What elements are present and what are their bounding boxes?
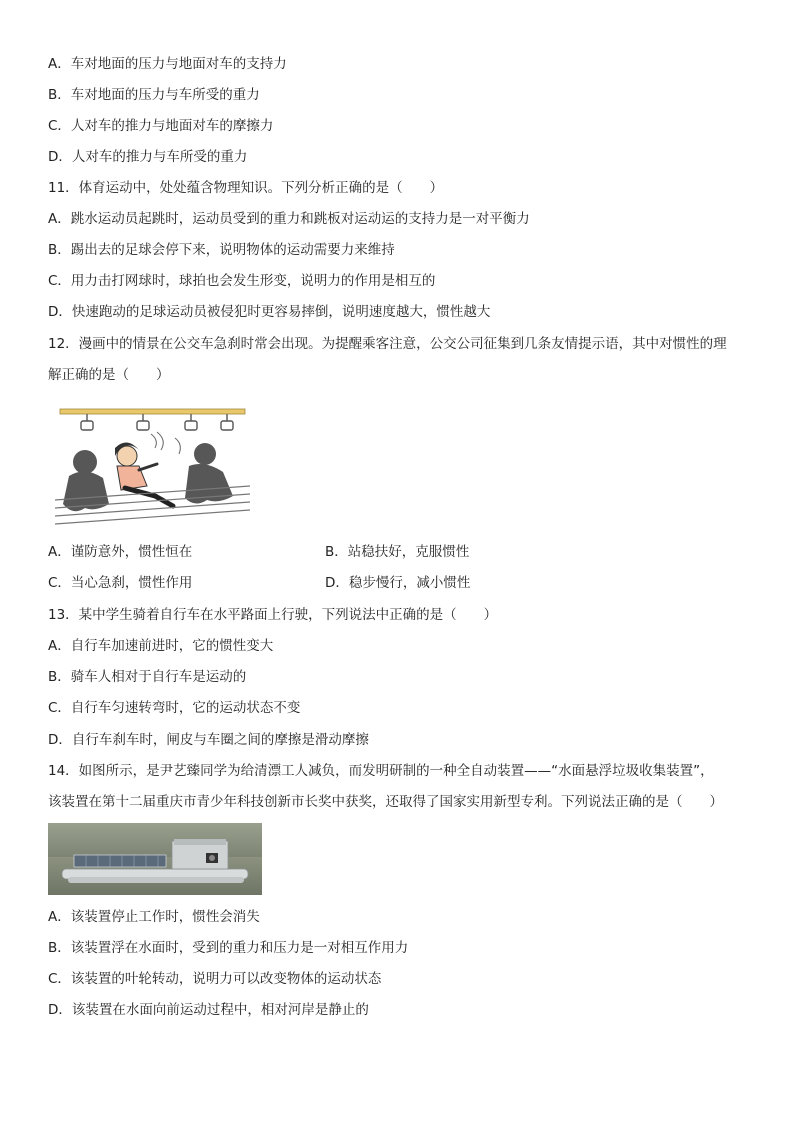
garbage-collector-photo xyxy=(48,823,262,895)
motion-lines xyxy=(151,432,180,454)
q10-option-d: D．人对车的推力与车所受的重力 xyxy=(48,149,248,165)
q12-stem-line1: 12．漫画中的情景在公交车急刹时常会出现。为提醒乘客注意，公交公司征集到几条友情提示语，其中对惯性的理 xyxy=(48,336,727,352)
background-wall xyxy=(48,823,262,857)
q13-option-c: C．自行车匀速转弯时，它的运动状态不变 xyxy=(48,700,301,716)
solar-panel xyxy=(74,855,166,867)
q13-option-d: D．自行车刹车时，闸皮与车圈之间的摩擦是滑动摩擦 xyxy=(48,732,369,748)
q10-option-b: B．车对地面的压力与车所受的重力 xyxy=(48,87,260,103)
q12-option-d: D．稳步慢行，减小惯性 xyxy=(325,575,471,591)
q11-option-b: B．踢出去的足球会停下来，说明物体的运动需要力来维持 xyxy=(48,242,395,258)
q13-option-b: B．骑车人相对于自行车是运动的 xyxy=(48,669,247,685)
q11-option-c: C．用力击打网球时，球拍也会发生形变，说明力的作用是相互的 xyxy=(48,273,436,289)
q12-option-c: C．当心急刹，惯性作用 xyxy=(48,575,193,591)
q14-option-c: C．该装置的叶轮转动，说明力可以改变物体的运动状态 xyxy=(48,971,382,987)
bus-braking-cartoon xyxy=(55,404,250,526)
hand-straps xyxy=(81,414,233,430)
q10-option-c: C．人对车的推力与地面对车的摩擦力 xyxy=(48,118,274,134)
q13-stem: 13．某中学生骑着自行车在水平路面上行驶，下列说法中正确的是（ ） xyxy=(48,607,498,623)
q14-option-a: A．该装置停止工作时，惯性会消失 xyxy=(48,909,260,925)
q14-stem-line1: 14．如图所示，是尹艺臻同学为给清漂工人减负，而发明研制的一种全自动装置——“水面悬浮垃圾收集装置”， xyxy=(48,763,714,779)
q11-option-d: D．快速跑动的足球运动员被侵犯时更容易摔倒，说明速度越大，惯性越大 xyxy=(48,304,491,320)
q11-option-a: A．跳水运动员起跳时，运动员受到的重力和跳板对运动运的支持力是一对平衡力 xyxy=(48,211,530,227)
q10-option-a: A．车对地面的压力与地面对车的支持力 xyxy=(48,56,287,72)
q14-option-b: B．该装置浮在水面时，受到的重力和压力是一对相互作用力 xyxy=(48,940,409,956)
q12-option-b: B．站稳扶好，克服惯性 xyxy=(325,544,470,560)
q14-option-d: D．该装置在水面向前运动过程中，相对河岸是静止的 xyxy=(48,1002,369,1018)
q13-option-a: A．自行车加速前进时，它的惯性变大 xyxy=(48,638,274,654)
control-box xyxy=(172,841,228,869)
handrail xyxy=(60,409,245,414)
q12-stem-line2: 解正确的是（ ） xyxy=(48,367,170,383)
q11-stem: 11．体育运动中，处处蕴含物理知识。下列分析正确的是（ ） xyxy=(48,180,444,196)
q14-stem-line2: 该装置在第十二届重庆市青少年科技创新市长奖中获奖，还取得了国家实用新型专利。下列说法正确的是（ ） xyxy=(48,794,723,810)
q12-option-a: A．谨防意外，惯性恒在 xyxy=(48,544,193,560)
falling-passenger xyxy=(115,442,173,506)
